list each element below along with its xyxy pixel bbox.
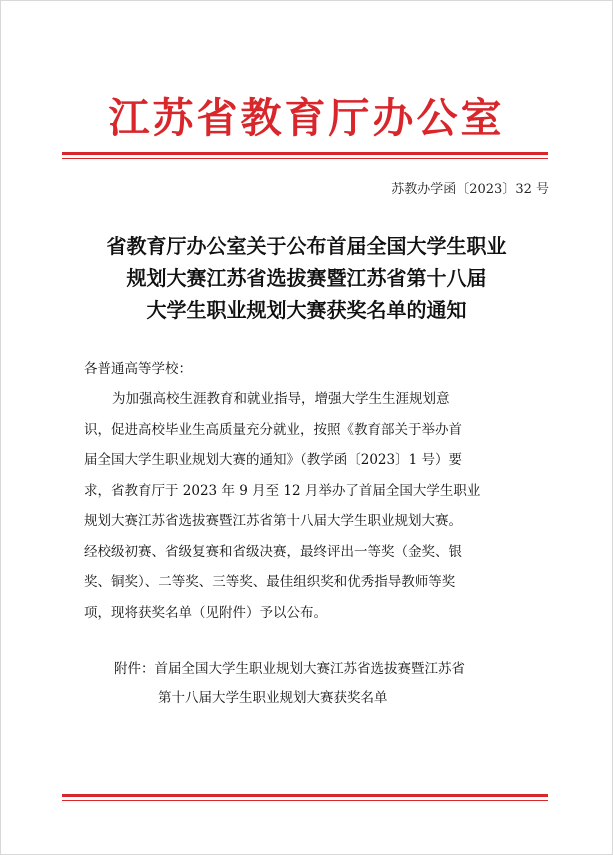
title-line: 省教育厅办公室关于公布首届全国大学生职业 — [106, 234, 507, 258]
attachment-note — [114, 655, 465, 713]
salutation: 各普通高等学校： — [84, 361, 192, 377]
title-line: 规划大赛江苏省选拔赛暨江苏省第十八届 — [126, 266, 487, 290]
document-number: 苏教办学函〔2023〕32 号 — [391, 182, 549, 197]
body-line: 届全国大学生职业规划大赛的通知》（教学函〔2023〕1 号）要 — [84, 452, 462, 468]
attachment-line: 第十八届大学生职业规划大赛获奖名单 — [158, 690, 388, 706]
body-line: 项，现将获奖名单（见附件）予以公布。 — [84, 604, 327, 621]
body-line: 识，促进高校毕业生高质量充分就业，按照《教育部关于举办首 — [84, 421, 462, 438]
footer-red-rule-thick — [62, 794, 548, 797]
header-red-rule-thin — [62, 158, 548, 159]
title-line: 大学生职业规划大赛获奖名单的通知 — [146, 298, 467, 322]
body-line: 奖、铜奖）、二等奖、三等奖、最佳组织奖和优秀指导教师等奖 — [84, 574, 456, 590]
issuing-office-title: 江苏省教育厅办公室 — [108, 94, 505, 142]
body-line: 为加强高校生涯教育和就业指导，增强大学生生涯规划意 — [112, 391, 450, 407]
body-text — [84, 384, 529, 628]
body-line: 求，省教育厅于 2023 年 9 月至 12 月举办了首届全国大学生职业 — [84, 482, 481, 499]
document-title — [60, 230, 553, 326]
body-line: 经校级初赛、省级复赛和省级决赛，最终评出一等奖（金奖、银 — [84, 543, 462, 560]
body-line: 规划大赛江苏省选拔赛暨江苏省第十八届大学生职业规划大赛。 — [84, 513, 462, 529]
footer-red-rule-thin — [62, 800, 548, 801]
header-red-rule-thick — [62, 152, 548, 155]
attachment-line: 附件：首届全国大学生职业规划大赛江苏省选拔赛暨江苏省 — [114, 661, 465, 677]
